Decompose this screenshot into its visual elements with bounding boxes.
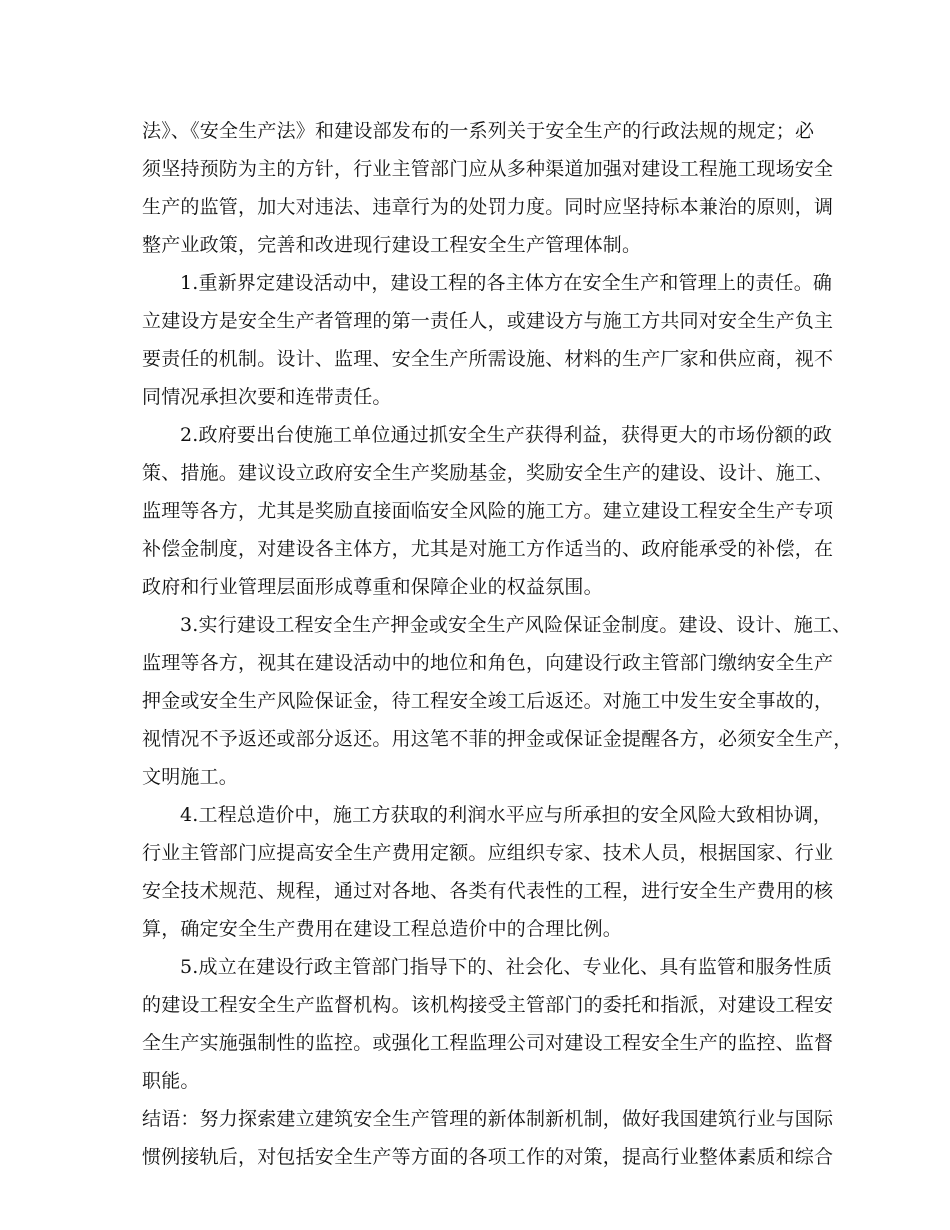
paragraph-2-first-line: 2.政府要出台使施工单位通过抓安全生产获得利益，获得更大的市场份额的政 (180, 424, 833, 446)
text-line: 立建设方是安全生产者管理的第一责任人，或建设方与施工方共同对安全生产负主 (142, 310, 834, 332)
text-line: 的建设工程安全生产监督机构。该机构接受主管部门的委托和指派，对建设工程安 (142, 994, 834, 1016)
text-line: 监理等各方，尤其是奖励直接面临安全风险的施工方。建立建设工程安全生产专项 (142, 500, 834, 522)
text-line: 安全技术规范、规程，通过对各地、各类有代表性的工程，进行安全生产费用的核 (142, 880, 834, 902)
text-line: 文明施工。 (142, 766, 239, 788)
text-line: 监理等各方，视其在建设活动中的地位和角色，向建设行政主管部门缴纳安全生产 (142, 652, 834, 674)
text-line: 行业主管部门应提高安全生产费用定额。应组织专家、技术人员，根据国家、行业 (142, 842, 834, 864)
conclusion-first-line: 结语：努力探索建立建筑安全生产管理的新体制新机制，做好我国建筑行业与国际 (142, 1108, 834, 1130)
paragraph-3-first-line: 3.实行建设工程安全生产押金或安全生产风险保证金制度。建设、设计、施工、 (180, 614, 852, 636)
text-line: 整产业政策，完善和改进现行建设工程安全生产管理体制。 (142, 234, 642, 256)
text-line: 法》、《安全生产法》和建设部发布的一系列关于安全生产的行政法规的规定；必 (142, 120, 815, 142)
text-line: 策、措施。建议设立政府安全生产奖励基金，奖励安全生产的建设、设计、施工、 (142, 462, 834, 484)
text-line: 押金或安全生产风险保证金，待工程安全竣工后返还。对施工中发生安全事故的， (142, 690, 834, 712)
text-line: 补偿金制度，对建设各主体方，尤其是对施工方作适当的、政府能承受的补偿，在 (142, 538, 834, 560)
text-line: 要责任的机制。设计、监理、安全生产所需设施、材料的生产厂家和供应商，视不 (142, 348, 834, 370)
text-line: 同情况承担次要和连带责任。 (142, 386, 392, 408)
text-line: 全生产实施强制性的监控。或强化工程监理公司对建设工程安全生产的监控、监督 (142, 1032, 834, 1054)
text-line: 职能。 (142, 1070, 200, 1092)
body-text (142, 112, 853, 1176)
text-line: 算，确定安全生产费用在建设工程总造价中的合理比例。 (142, 918, 623, 940)
paragraph-1-first-line: 1.重新界定建设活动中，建设工程的各主体方在安全生产和管理上的责任。确 (180, 272, 833, 294)
text-line: 须坚持预防为主的方针，行业主管部门应从多种渠道加强对建设工程施工现场安全 (142, 158, 834, 180)
text-line: 政府和行业管理层面形成尊重和保障企业的权益氛围。 (142, 576, 603, 598)
paragraph-4-first-line: 4.工程总造价中，施工方获取的利润水平应与所承担的安全风险大致相协调， (180, 804, 833, 826)
text-line: 惯例接轨后，对包括安全生产等方面的各项工作的对策，提高行业整体素质和综合 (142, 1146, 834, 1168)
paragraph-5-first-line: 5.成立在建设行政主管部门指导下的、社会化、专业化、具有监管和服务性质 (180, 956, 833, 978)
text-line: 视情况不予返还或部分返还。用这笔不菲的押金或保证金提醒各方，必须安全生产， (142, 728, 853, 750)
text-line: 生产的监管，加大对违法、违章行为的处罚力度。同时应坚持标本兼治的原则，调 (142, 196, 834, 218)
